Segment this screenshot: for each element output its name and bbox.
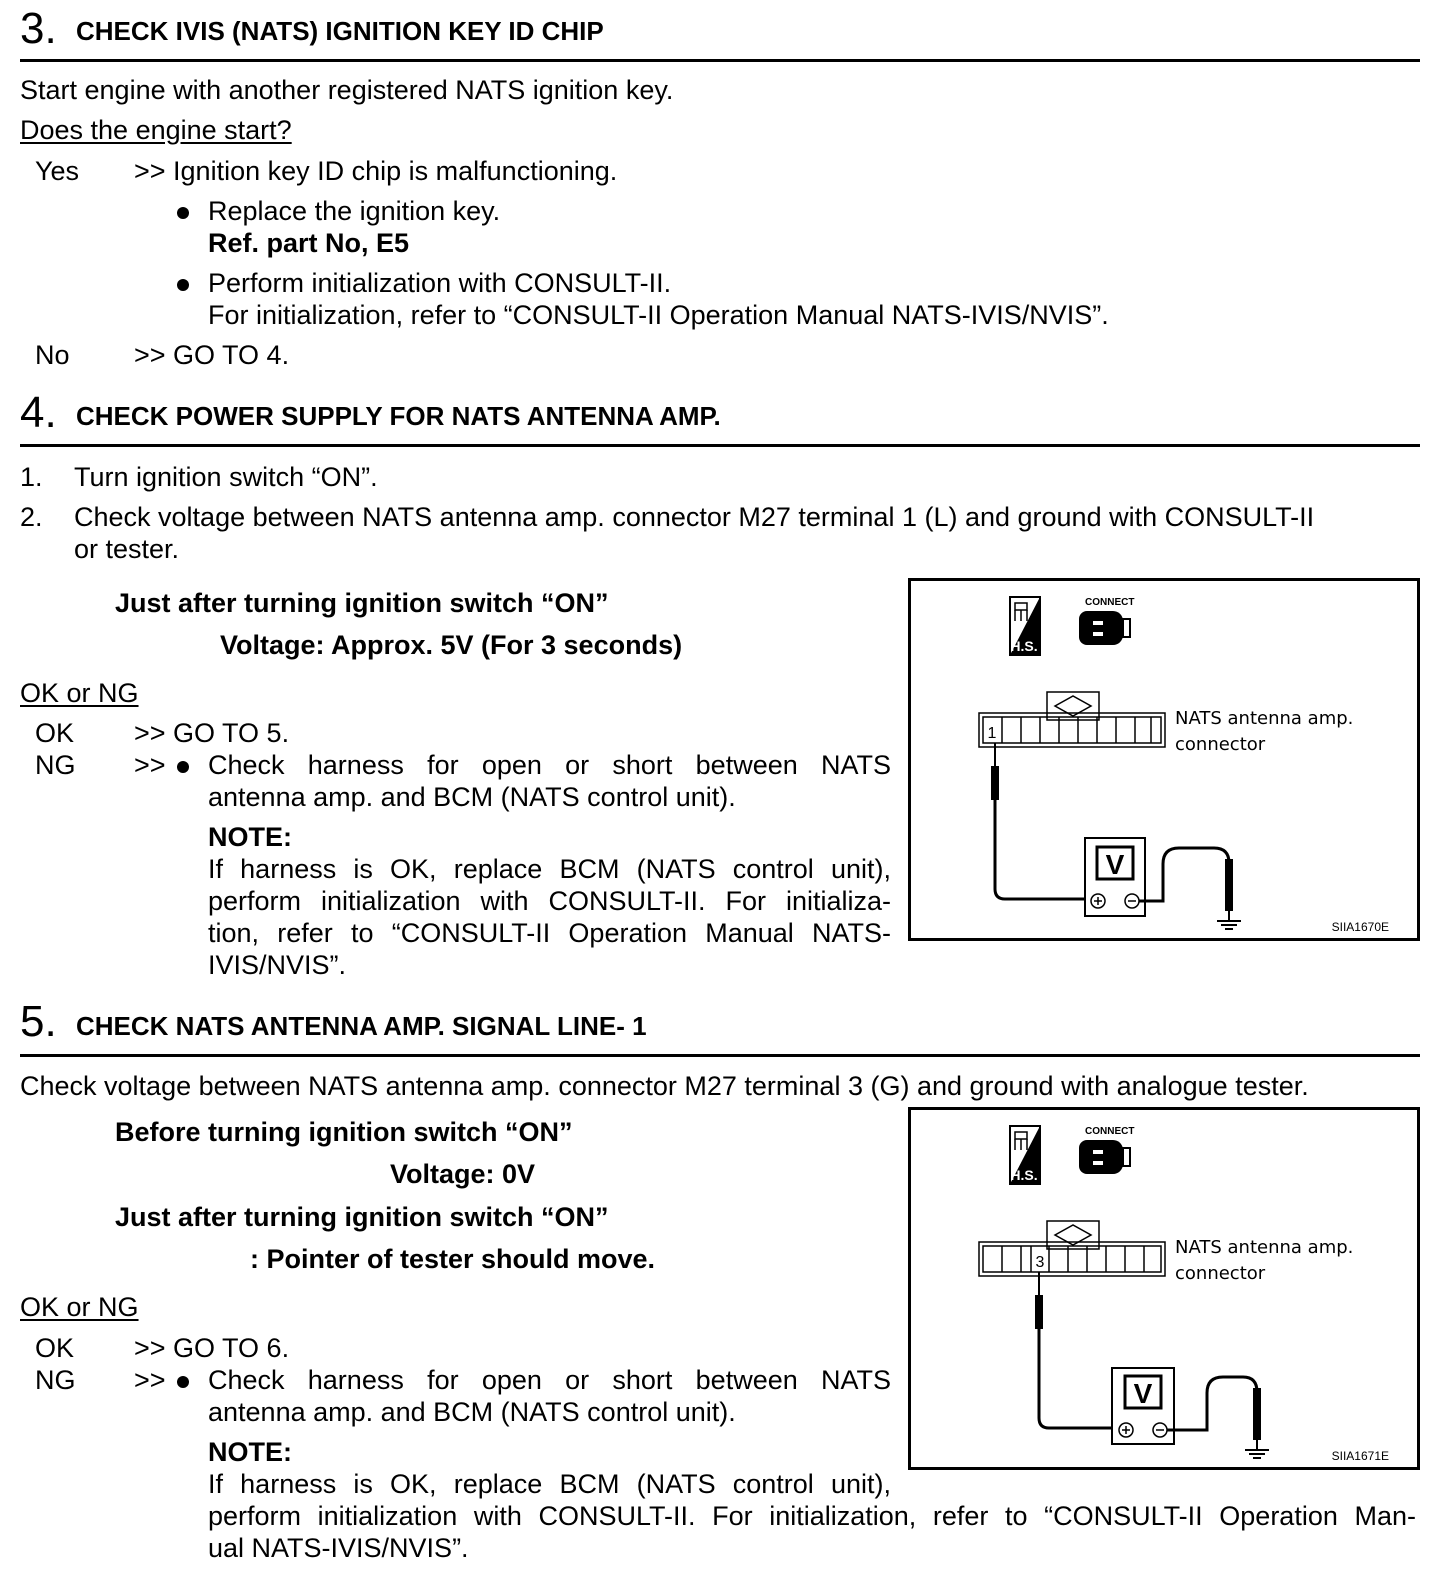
step5-note-line2: perform initialization with CONSULT-II. For initialization, refer to “CONSULT-II Operation Man- [208,1501,1416,1531]
step3-number: 3. [20,4,57,53]
step4-title: CHECK POWER SUPPLY FOR NATS ANTENNA AMP. [76,401,721,431]
connector-label-line1: NATS antenna amp. [1175,1237,1354,1258]
step5-spec2-condition: Just after turning ignition switch “ON” [115,1202,609,1232]
step5-ng-label: NG [35,1365,76,1395]
step3-no-label: No [35,340,70,370]
probe-handle [1035,1295,1043,1329]
connect-label: CONNECT [1085,597,1135,608]
step5-divider [20,1054,1420,1057]
connector-plug-icon [1079,1140,1130,1174]
step4-note-line4: IVIS/NVIS”. [208,950,347,980]
hs-label: H.S. [1010,638,1038,654]
step5-note-line3: ual NATS-IVIS/NVIS”. [208,1533,469,1563]
step5-instruction: Check voltage between NATS antenna amp. connector M27 terminal 3 (G) and ground with analogue tester. [20,1071,1309,1101]
connector-label-line2: connector [1175,1263,1266,1284]
step4-note-line3: tion, refer to “CONSULT-II Operation Manual NATS- [208,918,891,948]
hs-label: H.S. [1010,1167,1038,1183]
terminal-number: 3 [1035,1254,1045,1271]
positive-lead [995,800,1096,899]
step5-spec1-value: Voltage: 0V [390,1159,536,1189]
step5-ok-label: OK [35,1333,75,1363]
ground-probe [1253,1388,1261,1440]
bullet-icon [177,207,189,219]
step5-note-label: NOTE: [208,1437,292,1467]
bullet-icon [177,1376,189,1388]
figure-id: SIIA1671E [1331,1449,1389,1463]
step4-item2-line1: Check voltage between NATS antenna amp. connector M27 terminal 1 (L) and ground with CONSULT-II [74,502,1315,532]
step4-ng-line1: Check harness for open or short between NATS [208,750,891,780]
connector-icon [979,692,1165,747]
step4-item2-number: 2. [20,502,43,532]
step5-spec2-value: : Pointer of tester should move. [250,1244,656,1274]
ground-probe [1225,859,1233,911]
signal-line-check-diagram [911,1110,1417,1467]
step5-ng-line1: Check harness for open or short between NATS [208,1365,891,1395]
step5-figure [908,1107,1420,1470]
voltmeter-label: V [1133,1378,1153,1409]
step4-item2-line2: or tester. [74,534,180,564]
step3-bullet1-line1: Replace the ignition key. [208,196,501,226]
step3-title: CHECK IVIS (NATS) IGNITION KEY ID CHIP [76,16,604,46]
connector-label-line1: NATS antenna amp. [1175,708,1354,729]
connector-icon [979,1221,1165,1276]
step5-ok-or-ng: OK or NG [20,1292,139,1322]
negative-lead [1167,1377,1257,1430]
connector-plug-icon [1079,611,1130,645]
step4-ok-or-ng: OK or NG [20,678,139,708]
step4-note-line2: perform initialization with CONSULT-II. For initializa- [208,886,891,916]
step4-figure [908,578,1420,941]
step3-yes-label: Yes [35,156,80,186]
ground-icon [1217,911,1241,929]
step4-ok-label: OK [35,718,75,748]
step3-bullet1-line2: Ref. part No, E5 [208,228,410,258]
negative-lead [1139,848,1229,901]
step3-bullet2-line2: For initialization, refer to “CONSULT-II Operation Manual NATS-IVIS/NVIS”. [208,300,1109,330]
connect-label: CONNECT [1085,1126,1135,1137]
step3-yes-text: >> Ignition key ID chip is malfunctioning. [134,156,618,186]
step5-spec1-condition: Before turning ignition switch “ON” [115,1117,573,1147]
step5-number: 5. [20,997,57,1046]
step3-bullet2-line1: Perform initialization with CONSULT-II. [208,268,672,298]
step4-note-label: NOTE: [208,822,292,852]
ground-icon [1245,1440,1269,1458]
step4-note-line1: If harness is OK, replace BCM (NATS control unit), [208,854,891,884]
bullet-icon [177,279,189,291]
probe-handle [991,766,999,800]
figure-id: SIIA1670E [1331,920,1389,934]
positive-lead [1039,1329,1123,1428]
step4-ok-text: >> GO TO 5. [134,718,290,748]
step3-instruction: Start engine with another registered NATS ignition key. [20,75,674,105]
step5-ng-line2: antenna amp. and BCM (NATS control unit). [208,1397,736,1427]
voltage-check-diagram [911,581,1417,938]
step5-note-line1: If harness is OK, replace BCM (NATS control unit), [208,1469,891,1499]
step4-item1-text: Turn ignition switch “ON”. [74,462,378,492]
step4-spec-condition: Just after turning ignition switch “ON” [115,588,609,618]
step4-spec-value: Voltage: Approx. 5V (For 3 seconds) [220,630,683,660]
terminal-number: 1 [987,725,997,742]
step5-ok-text: >> GO TO 6. [134,1333,290,1363]
step4-ng-line2: antenna amp. and BCM (NATS control unit). [208,782,736,812]
step5-ng-arrow: >> [134,1365,166,1395]
step4-item1-number: 1. [20,462,43,492]
step4-ng-label: NG [35,750,76,780]
step4-divider [20,444,1420,447]
step4-number: 4. [20,388,57,437]
connector-label-line2: connector [1175,734,1266,755]
voltmeter-label: V [1105,849,1125,880]
step3-divider [20,59,1420,62]
step3-no-text: >> GO TO 4. [134,340,290,370]
step4-ng-arrow: >> [134,750,166,780]
step3-question: Does the engine start? [20,115,292,145]
step5-title: CHECK NATS ANTENNA AMP. SIGNAL LINE- 1 [76,1011,647,1041]
bullet-icon [177,761,189,773]
